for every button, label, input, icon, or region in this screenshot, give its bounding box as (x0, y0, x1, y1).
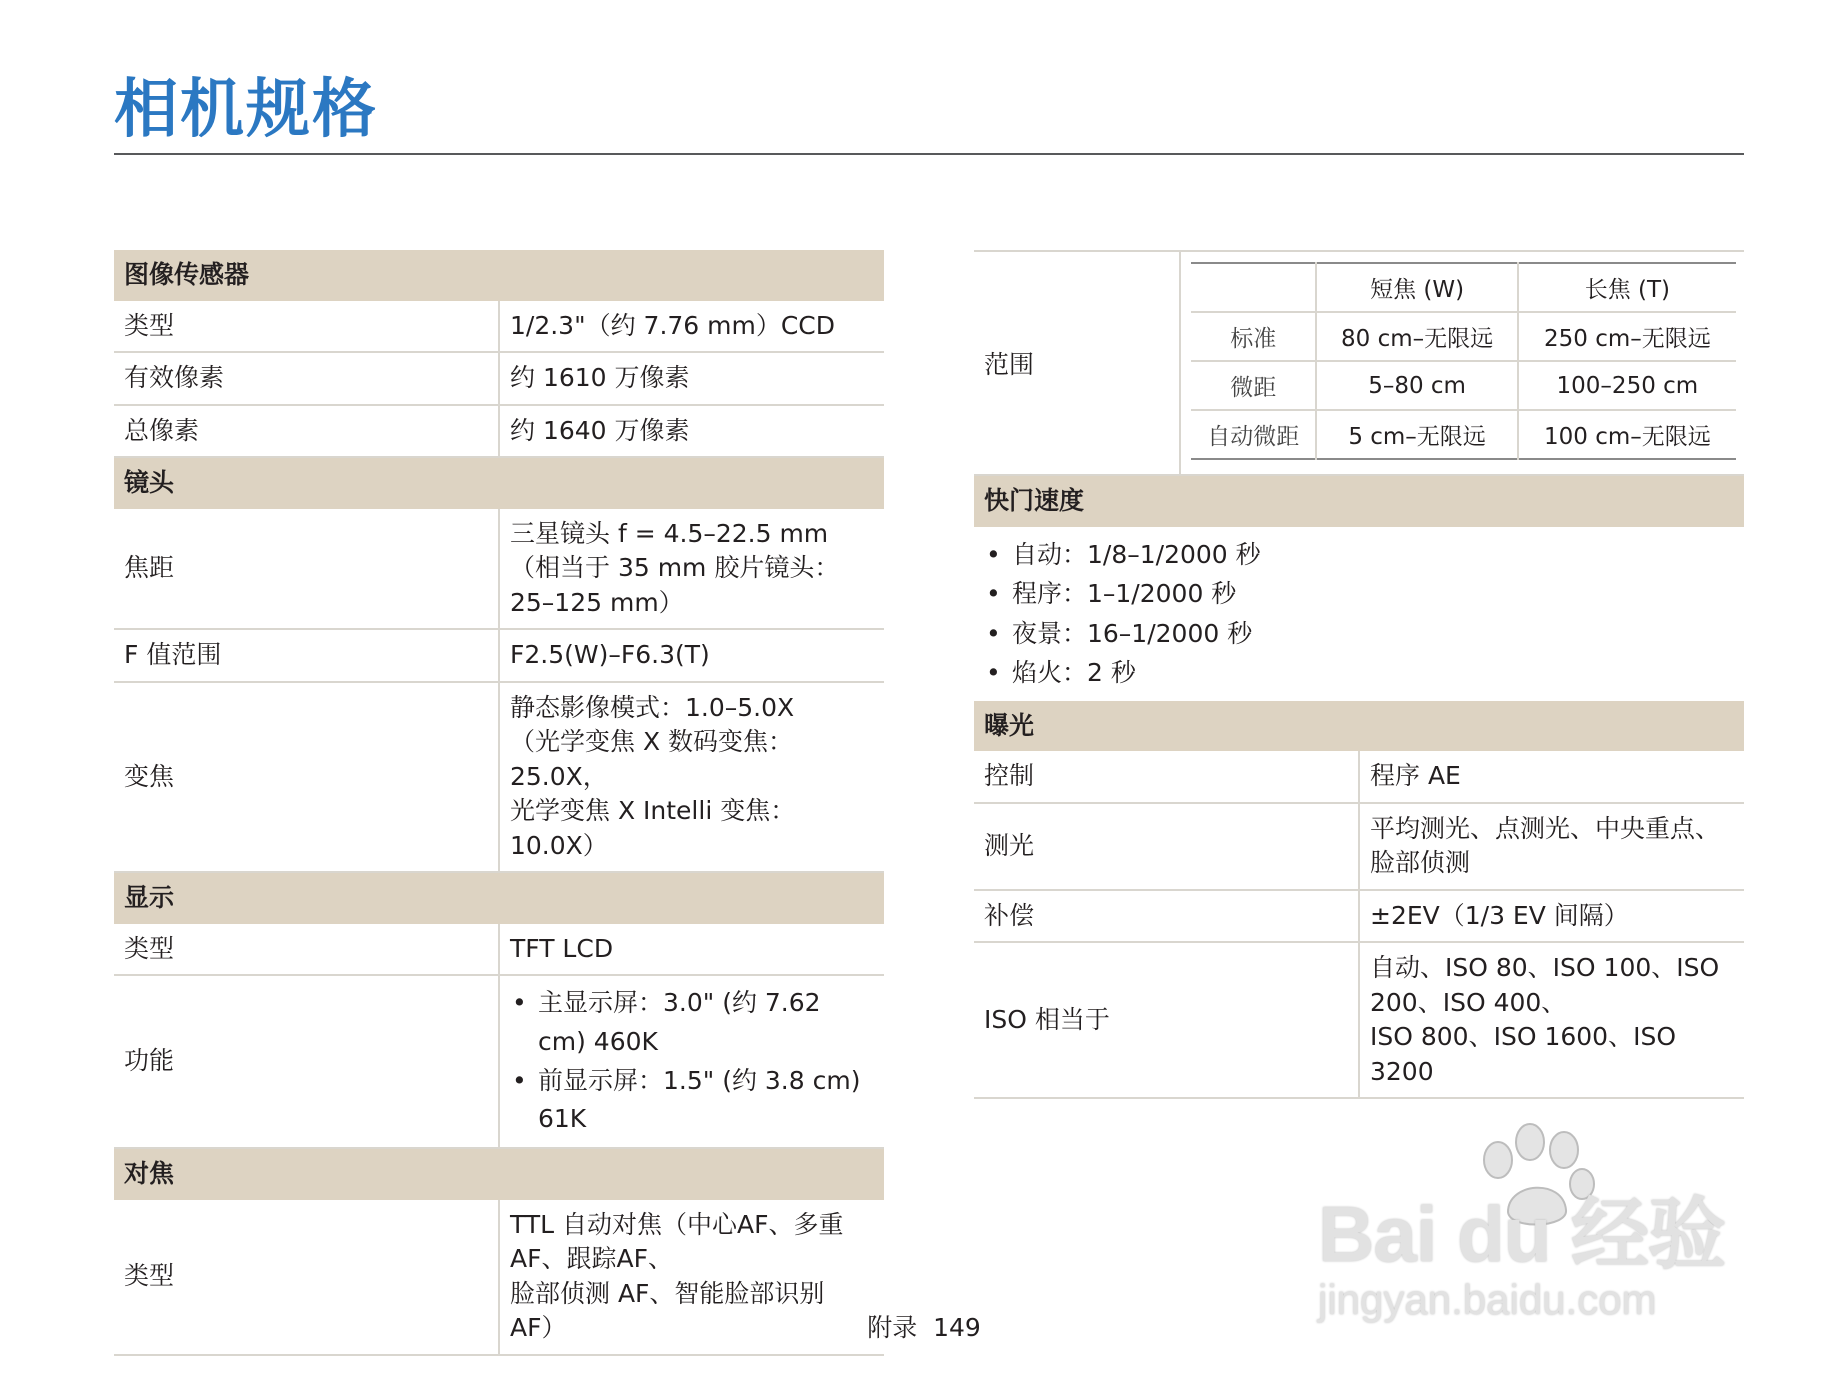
spec-value (499, 301, 884, 353)
spec-value (499, 405, 884, 458)
spec-value (499, 352, 884, 405)
spec-row (114, 509, 884, 630)
spec-row (974, 890, 1744, 943)
spec-value (1359, 942, 1744, 1098)
left-spec-table (114, 250, 884, 1356)
spec-label: 范围 (974, 252, 1181, 474)
list-item: • 焰火：2 秒 (984, 653, 1734, 693)
shutter-list-cell (974, 527, 1744, 701)
page-footer: 附录 149 (867, 1313, 981, 1342)
spec-value-line: ±2EV（1/3 EV 间隔） (1370, 900, 1629, 930)
spec-value (1359, 890, 1744, 943)
focus-range-block (974, 250, 1744, 476)
row-header: 自动微距 (1207, 424, 1300, 450)
section-header-focus (114, 1148, 884, 1200)
spec-row (114, 682, 884, 873)
spec-value (499, 629, 884, 682)
spec-value (499, 509, 884, 630)
row-header: 标准 (1191, 312, 1316, 361)
spec-value-line: 约 1610 万像素 (510, 363, 690, 392)
spec-row (114, 301, 884, 353)
spec-value-line: TTL 自动对焦（中心AF、多重AF、跟踪AF、 (510, 1209, 844, 1273)
table-cell: 250 cm–无限远 (1518, 312, 1736, 361)
spec-value (499, 924, 884, 976)
list-item: • 自动：1/8–1/2000 秒 (984, 535, 1734, 575)
table-row (1191, 361, 1736, 410)
section-title: 快门速度 (974, 476, 1744, 527)
bullet-list (510, 984, 874, 1139)
section-title: 曝光 (974, 701, 1744, 752)
section-title: 显示 (114, 872, 884, 924)
spec-value-line: （光学变焦 X 数码变焦：25.0X， (510, 727, 794, 791)
focus-range-table (1191, 262, 1736, 460)
spec-value-line: 脸部侦测 AF、智能脸部识别 AF） (510, 1278, 825, 1342)
spec-value-line: 1/2.3"（约 7.76 mm）CCD (510, 310, 836, 340)
spec-row (114, 924, 884, 976)
spec-label: 功能 (114, 975, 499, 1148)
spec-label: 补偿 (974, 890, 1359, 943)
spec-label: 控制 (974, 751, 1359, 803)
focus-range-table-wrap (1181, 252, 1744, 474)
spec-row (114, 629, 884, 682)
spec-row (974, 751, 1744, 803)
spec-value-line: （相当于 35 mm 胶片镜头：25–125 mm） (510, 553, 840, 617)
spec-value-line: 平均测光、点测光、中央重点、脸部侦测 (1370, 813, 1721, 877)
table-cell: 100–250 cm (1518, 361, 1736, 410)
spec-value-line: ISO 800、ISO 1600、ISO 3200 (1370, 1022, 1676, 1086)
page-title: 相机规格 (114, 73, 378, 147)
spec-row (114, 405, 884, 458)
spec-value-line: 静态影像模式：1.0–5.0X (510, 692, 795, 722)
spec-label: 测光 (974, 803, 1359, 890)
spec-label: F 值范围 (114, 629, 499, 682)
spec-value-line: 自动、ISO 80、ISO 100、ISO 200、ISO 400、 (1370, 953, 1720, 1017)
section-title: 镜头 (114, 457, 884, 509)
table-row (1191, 312, 1736, 361)
list-item: • 主显示屏：3.0" (约 7.62 cm) 460K (510, 984, 874, 1062)
section-title: 对焦 (114, 1148, 884, 1200)
list-item: • 前显示屏：1.5" (约 3.8 cm) 61K (510, 1062, 874, 1140)
spec-value-line: TFT LCD (510, 933, 614, 963)
row-header: 微距 (1191, 361, 1316, 410)
section-header-display (114, 872, 884, 924)
spec-row (114, 352, 884, 405)
spec-row (974, 942, 1744, 1098)
spec-value (1359, 751, 1744, 803)
right-spec-column (974, 250, 1744, 1099)
left-spec-column (114, 250, 884, 1356)
title-rule (114, 153, 1744, 155)
spec-label: 总像素 (114, 405, 499, 458)
section-header-lens (114, 457, 884, 509)
spec-row (974, 527, 1744, 701)
table-cell: 100 cm–无限远 (1518, 410, 1736, 459)
section-header-image-sensor (114, 250, 884, 301)
section-title: 图像传感器 (114, 250, 884, 301)
section-header-exposure (974, 701, 1744, 752)
table-row (1191, 410, 1736, 459)
list-item: • 程序：1–1/2000 秒 (984, 574, 1734, 614)
spec-label: 焦距 (114, 509, 499, 630)
column-header (1191, 263, 1316, 312)
spec-label: ISO 相当于 (974, 942, 1359, 1098)
list-item: • 夜景：16–1/2000 秒 (984, 614, 1734, 654)
right-spec-table (974, 476, 1744, 1099)
table-cell: 5 cm–无限远 (1316, 410, 1517, 459)
table-cell: 5–80 cm (1316, 361, 1517, 410)
spec-label: 类型 (114, 1200, 499, 1355)
spec-row (114, 975, 884, 1148)
section-header-shutter (974, 476, 1744, 527)
spec-value-line: F2.5(W)–F6.3(T) (510, 640, 710, 669)
spec-value (1359, 803, 1744, 890)
spec-value (499, 682, 884, 873)
spec-value-line: 程序 AE (1370, 761, 1461, 790)
spec-label: 类型 (114, 301, 499, 353)
column-header: 短焦 (W) (1316, 263, 1517, 312)
spec-row (974, 803, 1744, 890)
table-cell: 80 cm–无限远 (1316, 312, 1517, 361)
bullet-list (984, 535, 1734, 693)
column-header: 长焦 (T) (1518, 263, 1736, 312)
spec-value-line: 光学变焦 X Intelli 变焦：10.0X） (510, 796, 796, 860)
baidu-watermark (1318, 1120, 1748, 1323)
spec-label: 类型 (114, 924, 499, 976)
watermark-brand: Bai du 经验 (1318, 1190, 1726, 1278)
spec-value-line: 约 1640 万像素 (510, 415, 690, 445)
spec-label: 有效像素 (114, 352, 499, 405)
watermark-site: jingyan.baidu.com (1318, 1276, 1657, 1323)
spec-value (499, 975, 884, 1148)
spec-label: 变焦 (114, 682, 499, 873)
spec-value-line: 三星镜头 f = 4.5–22.5 mm (510, 518, 829, 548)
table-header-row (1191, 263, 1736, 312)
